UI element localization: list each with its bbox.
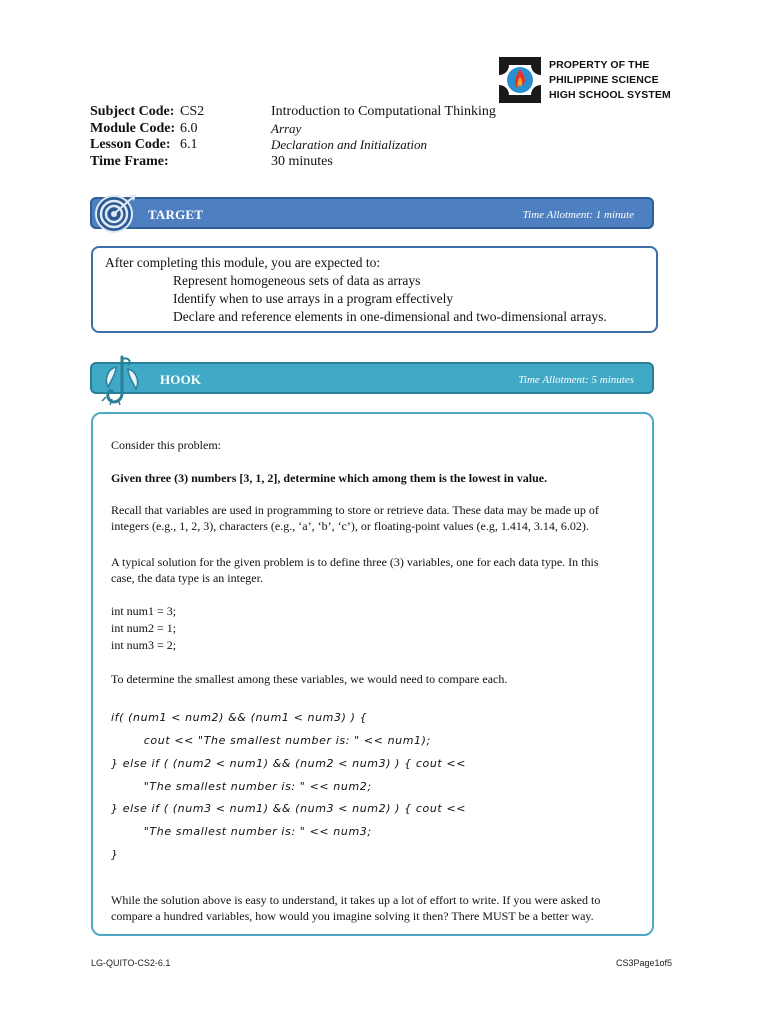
pshs-seal-icon [497,55,543,105]
info-row-subject [90,104,496,121]
info-label: Time Frame: [90,153,169,169]
code-line: cout << "The smallest number is: " << num1); [111,734,431,747]
info-row-module [90,121,496,138]
code-declaration: int num2 = 1; [111,621,177,635]
code-line: "The smallest number is: " << num2; [111,780,372,793]
target-title: TARGET [148,207,204,222]
hook-paragraph: To determine the smallest among these variables, we would need to compare each. [111,672,508,686]
info-code [180,154,271,171]
info-label: Lesson Code: [90,137,171,152]
hook-content-box [91,412,654,936]
code-line: } [111,848,119,861]
footer-page-number: CS3Page1of5 [615,958,672,968]
logo-line: HIGH SCHOOL SYSTEM [549,89,671,101]
objectives-box [91,246,658,333]
code-line: } else if ( (num2 < num1) && (num2 < num3) ) { cout << [111,757,467,770]
objective-item: Identify when to use arrays in a program effectively [173,291,454,306]
hook-problem-statement: Given three (3) numbers [3, 1, 2], determine which among them is the lowest in value. [111,471,548,485]
info-row-timeframe [90,154,496,171]
info-code: 6.0 [180,120,198,136]
info-desc: Declaration and Initialization [271,137,427,152]
hook-title: HOOK [160,372,202,387]
info-code: 6.1 [180,137,198,152]
info-label: Module Code: [90,120,176,136]
hook-paragraph: Consider this problem: [111,438,221,452]
hook-paragraph: Recall that variables are used in programming to store or retrieve data. These data may be made up of [111,503,599,517]
info-desc: 30 minutes [271,153,333,169]
logo-line: PHILIPPINE SCIENCE [549,74,659,86]
logo-text [549,58,671,103]
hook-banner [90,362,654,394]
objectives-intro: After completing this module, you are expected to: [105,255,381,270]
hook-paragraph: integers (e.g., 1, 2, 3), characters (e.g., ‘a’, ‘b’, ‘c’), or floating-point values (e.g, 1.414, 3.14, 6.02). [111,519,589,533]
hook-paragraph: While the solution above is easy to understand, it takes up a lot of effort to write. If you were asked to [111,893,601,907]
fish-hook-icon [98,353,144,411]
hook-paragraph: case, the data type is an integer. [111,571,263,585]
hook-paragraph: A typical solution for the given problem is to define three (3) variables, one for each data type. In this [111,555,599,569]
logo-line: PROPERTY OF THE [549,59,650,71]
hook-time-allotment: Time Allotment: 5 minutes [518,374,634,386]
info-desc: Array [271,120,302,136]
objective-item: Represent homogeneous sets of data as arrays [173,273,421,288]
target-time-allotment: Time Allotment: 1 minute [522,209,634,221]
footer-document-code: LG-QUITO-CS2-6.1 [91,958,171,968]
target-icon [92,192,138,234]
info-code: CS2 [180,104,205,119]
info-row-lesson [90,137,496,154]
module-info [90,104,496,170]
info-label: Subject Code: [90,104,175,119]
code-line: } else if ( (num3 < num1) && (num3 < num2) ) { cout << [111,802,467,815]
code-declaration: int num1 = 3; [111,604,177,618]
info-desc: Introduction to Computational Thinking [271,104,496,119]
objective-item: Declare and reference elements in one-dimensional and two-dimensional arrays. [173,309,607,324]
code-line: if( (num1 < num2) && (num1 < num3) ) { [111,711,368,724]
code-line: "The smallest number is: " << num3; [111,825,372,838]
code-declaration: int num3 = 2; [111,638,177,652]
target-banner [90,197,654,229]
hook-paragraph: compare a hundred variables, how would you imagine solving it then? There MUST be a better way. [111,909,594,923]
